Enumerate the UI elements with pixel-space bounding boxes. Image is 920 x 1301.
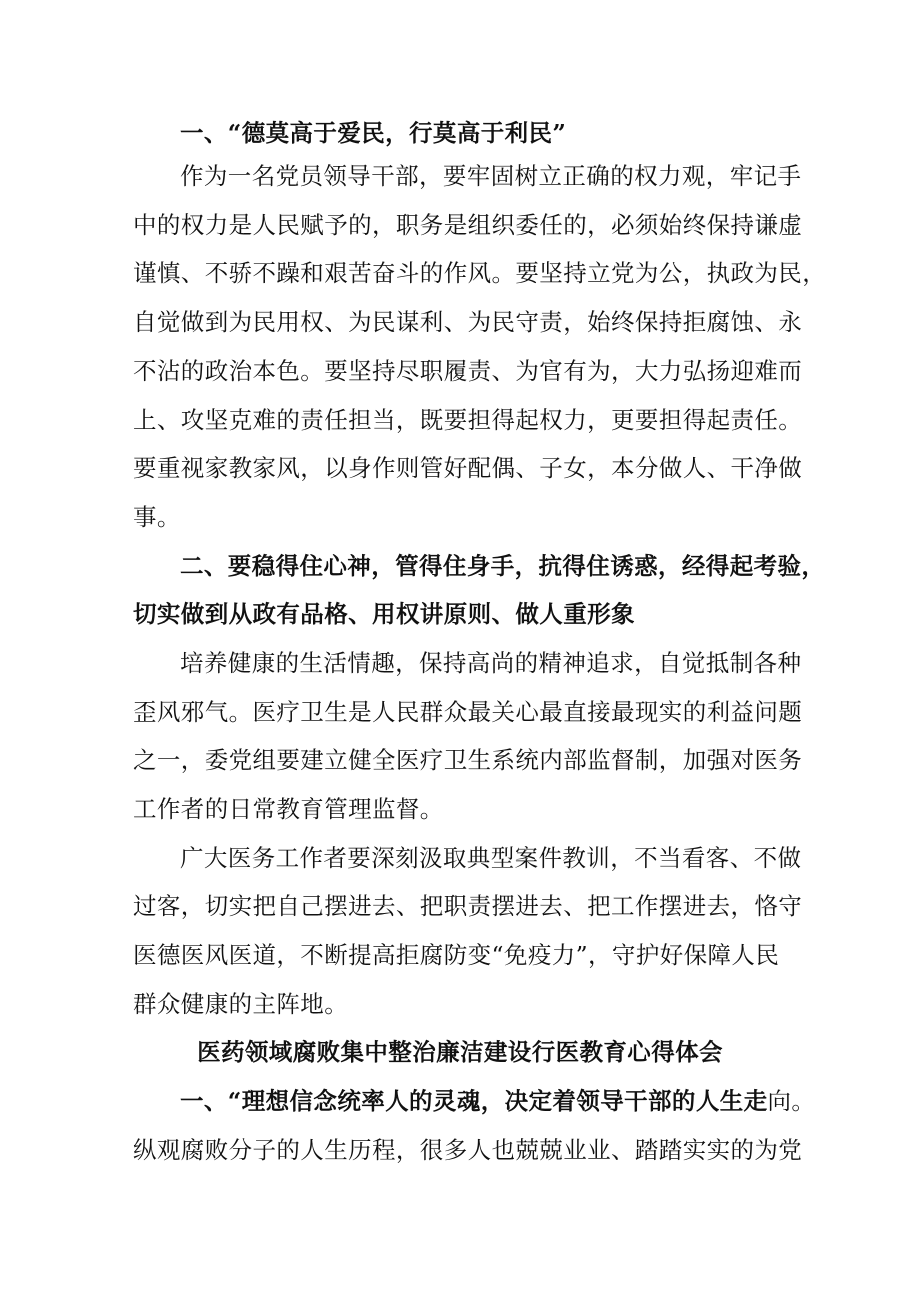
- section-1-para-1-line-1: 作为一名党员领导干部，要牢固树立正确的权力观，牢记手: [180, 162, 802, 190]
- document-title: 医药领域腐败集中整治廉洁建设行医教育心得体会: [197, 1038, 723, 1066]
- last-section-heading-rest: 向。: [767, 1087, 816, 1115]
- section-1-heading: 一、“德莫高于爱民，行莫高于利民”: [180, 119, 567, 147]
- section-2-para-2-line-3: 医德医风医道，不断提高拒腐防变“免疫力”，守护好保障人民: [133, 941, 780, 969]
- section-2-heading-line-1: 二、要稳得住心神，管得住身手，抗得住诱惑，经得起考验，: [180, 552, 826, 580]
- section-2-para-2-line-4: 群众健康的主阵地。: [133, 990, 349, 1018]
- section-1-para-1-line-3: 谨慎、不骄不躁和艰苦奋斗的作风。要坚持立党为公，执政为民，: [133, 259, 827, 287]
- section-1-para-1-line-4: 自觉做到为民用权、为民谋利、为民守责，始终保持拒腐蚀、永: [133, 308, 803, 336]
- last-section-heading: [180, 1086, 815, 1116]
- section-2-para-2-line-2: 过客，切实把自己摆进去、把职责摆进去、把工作摆进去，恪守: [133, 892, 803, 920]
- section-2-para-1-line-3: 之一，委党组要建立健全医疗卫生系统内部监督制，加强对医务: [133, 746, 803, 774]
- section-1-para-1-line-7: 要重视家教家风，以身作则管好配偶、子女，本分做人、干净做: [133, 454, 803, 482]
- last-section-heading-bold: 一、“理想信念统率人的灵魂，决定着领导干部的人生走: [180, 1087, 768, 1115]
- section-2-para-1-line-1: 培养健康的生活情趣，保持高尚的精神追求，自觉抵制各种: [180, 649, 802, 677]
- section-2-heading-line-2: 切实做到从政有品格、用权讲原则、做人重形象: [133, 600, 635, 628]
- section-2-para-1-line-2: 歪风邪气。医疗卫生是人民群众最关心最直接最现实的利益问题: [133, 698, 803, 726]
- section-2-para-1-line-4: 工作者的日常教育管理监督。: [133, 795, 444, 823]
- last-section-first-line: 纵观腐败分子的人生历程，很多人也兢兢业业、踏踏实实的为党: [133, 1136, 803, 1164]
- section-1-para-1-line-6: 上、攻坚克难的责任担当，既要担得起权力，更要担得起责任。: [133, 406, 803, 434]
- section-1-para-1-line-5: 不沾的政治本色。要坚持尽职履责、为官有为，大力弘扬迎难而: [133, 357, 803, 385]
- section-1-para-1-line-8: 事。: [133, 503, 181, 531]
- section-1-para-1-line-2: 中的权力是人民赋予的，职务是组织委任的，必须始终保持谦虚: [133, 211, 803, 239]
- section-2-para-2-line-1: 广大医务工作者要深刻汲取典型案件教训，不当看客、不做: [180, 844, 802, 872]
